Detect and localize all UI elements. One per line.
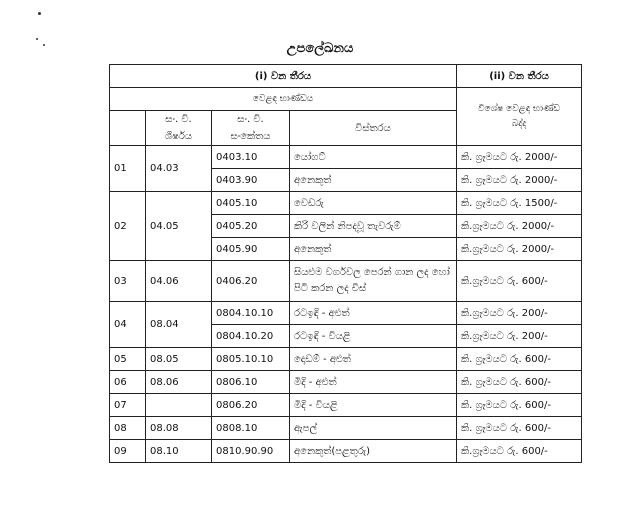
- hs-heading-cell: 08.06: [146, 371, 212, 394]
- part-ii-header: (ii) වන තීරය: [457, 65, 582, 88]
- row-number: 09: [110, 440, 146, 463]
- hs-code-cell: 0810.90.90: [212, 440, 290, 463]
- goods-subheader: වෙළඳ භාණ්ඩය: [110, 88, 457, 111]
- row-number: 03: [110, 261, 146, 302]
- table-row: [110, 146, 582, 169]
- hs-heading-cell: 08.04: [146, 302, 212, 348]
- row-number: 06: [110, 371, 146, 394]
- duty-cell: කි. ග්‍රෑමයට රු. 1500/-: [457, 192, 582, 215]
- table-row: [110, 371, 582, 394]
- duty-cell: කි. ග්‍රෑමයට රු. 2000/-: [457, 146, 582, 169]
- description-cell: දොඩම් - අළුත්: [290, 348, 457, 371]
- hs-heading-cell: 04.03: [146, 146, 212, 192]
- page-title: උපලේඛනය: [286, 41, 354, 56]
- hs-heading-cell: 08.08: [146, 417, 212, 440]
- duty-header-text: විශේෂ වෙළඳ භාණ්ඩ බද්ද: [478, 103, 560, 129]
- header-row-subheader: [110, 88, 582, 111]
- description-cell: රටඉඳි - අළුත්: [290, 302, 457, 325]
- table-row: [110, 417, 582, 440]
- row-number: 04: [110, 302, 146, 348]
- duty-cell: කි. ග්‍රෑමයට රු. 600/-: [457, 348, 582, 371]
- description-cell: වෙඩරු: [290, 192, 457, 215]
- hs-code-cell: 0804.10.20: [212, 325, 290, 348]
- description-cell: මිදි - වියළි: [290, 394, 457, 417]
- description-column-header: විස්තරය: [290, 111, 457, 146]
- hs-code-cell: 0406.20: [212, 261, 290, 302]
- hs-code-cell: 0804.10.10: [212, 302, 290, 325]
- duty-cell: කි.ග්‍රෑමයට රු. 200/-: [457, 302, 582, 325]
- duty-cell: කි. ග්‍රෑමයට රු. 600/-: [457, 417, 582, 440]
- description-cell: මිදි - අළුත්: [290, 371, 457, 394]
- description-cell: යෝගට්: [290, 146, 457, 169]
- no-column-header: [110, 111, 146, 146]
- hs-code-cell: 0806.20: [212, 394, 290, 417]
- hs-code-cell: 0805.10.10: [212, 348, 290, 371]
- hs-heading-cell: [146, 394, 212, 417]
- description-cell: සියළුම වර්ගවල පෙරන් ගාන ලද හෝ පිටි කරන ලද චීස්: [290, 261, 457, 302]
- duty-cell: කි.ග්‍රෑමයට රු. 2000/-: [457, 215, 582, 238]
- scan-speck: [36, 38, 38, 40]
- hs-heading-cell: 04.06: [146, 261, 212, 302]
- duty-cell: කි. ග්‍රෑමයට රු. 2000/-: [457, 169, 582, 192]
- hs-code-cell: 0405.90: [212, 238, 290, 261]
- hs-code-cell: 0403.10: [212, 146, 290, 169]
- row-number: 01: [110, 146, 146, 192]
- schedule-table: [109, 64, 582, 463]
- duty-cell: කි. ග්‍රෑමයට රු. 600/-: [457, 394, 582, 417]
- table-row: [110, 192, 582, 215]
- hs-heading-cell: 08.05: [146, 348, 212, 371]
- table-row: [110, 348, 582, 371]
- duty-cell: කි.ග්‍රෑමයට රු. 600/-: [457, 261, 582, 302]
- header-row-columns: [110, 65, 582, 88]
- hs-code-cell: 0806.10: [212, 371, 290, 394]
- hs-code-header-text: සං. වි. සංකේතය: [230, 114, 271, 142]
- table-row: [110, 440, 582, 463]
- duty-cell: කි.ග්‍රෑමයට රු. 600/-: [457, 440, 582, 463]
- duty-cell: කි. ග්‍රෑමයට රු. 600/-: [457, 371, 582, 394]
- duty-cell: කි.ග්‍රෑමයට රු. 200/-: [457, 325, 582, 348]
- hs-code-cell: 0808.10: [212, 417, 290, 440]
- description-cell: ඇපල්: [290, 417, 457, 440]
- scan-speck: [38, 12, 41, 15]
- table-row: [110, 261, 582, 302]
- hs-heading-column-header: [146, 111, 212, 146]
- duty-column-header: [457, 88, 582, 146]
- table-row: [110, 394, 582, 417]
- hs-code-cell: 0405.20: [212, 215, 290, 238]
- row-number: 02: [110, 192, 146, 261]
- description-cell: අනෙකුත්: [290, 238, 457, 261]
- part-i-header: (i) වන තීරය: [110, 65, 457, 88]
- description-cell: කිරි වලින් නිපදවූ තැවරුම්: [290, 215, 457, 238]
- row-number: 08: [110, 417, 146, 440]
- table-row: [110, 302, 582, 325]
- hs-code-cell: 0405.10: [212, 192, 290, 215]
- description-cell: අනෙකුත්(පළතුරු): [290, 440, 457, 463]
- hs-heading-cell: 04.05: [146, 192, 212, 261]
- description-cell: අනෙකුත්: [290, 169, 457, 192]
- hs-heading-cell: 08.10: [146, 440, 212, 463]
- hs-heading-header-text: සං. වි. ශීර්ෂය: [164, 114, 193, 142]
- hs-code-cell: 0403.90: [212, 169, 290, 192]
- row-number: 07: [110, 394, 146, 417]
- row-number: 05: [110, 348, 146, 371]
- hs-code-column-header: [212, 111, 290, 146]
- description-cell: රටඉඳි - වියළි: [290, 325, 457, 348]
- duty-cell: කි.ග්‍රෑමයට රු. 2000/-: [457, 238, 582, 261]
